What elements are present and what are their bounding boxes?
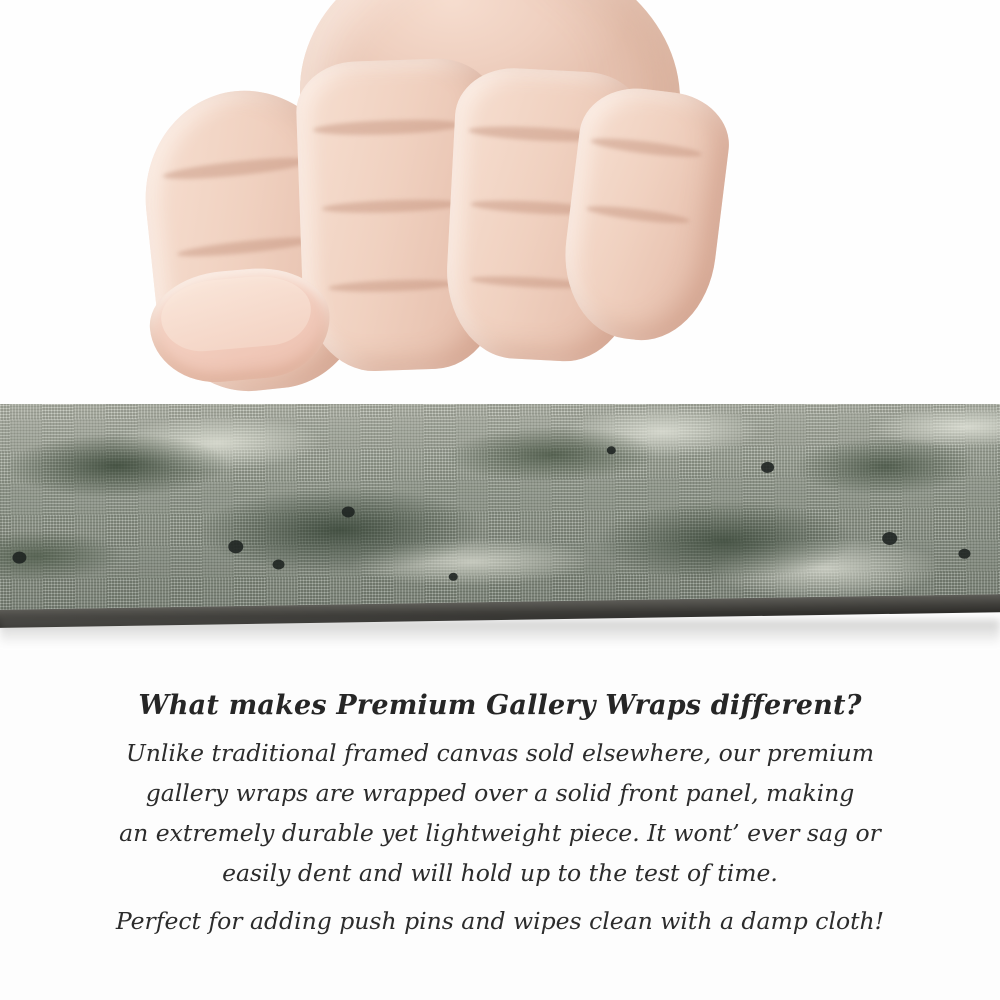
caption-line-2: gallery wraps are wrapped over a solid front panel, making [145,779,855,807]
caption-line-1: Unlike traditional framed canvas sold elsewhere, our premium [125,739,875,767]
canvas-drop-shadow [0,620,1000,646]
finger-pinky [555,82,734,348]
caption-line-3: an extremely durable yet lightweight piece. It wont’ ever sag or [119,819,881,847]
canvas-print-surface [0,404,1000,616]
caption-closing-line: Perfect for adding push pins and wipes clean with a damp cloth! [115,907,885,935]
hand-pressing-canvas [120,0,680,440]
caption-heading: What makes Premium Gallery Wraps different? [138,690,862,721]
gallery-wrap-canvas-edge [0,404,1000,634]
caption-block [0,690,1000,941]
caption-line-4: easily dent and will hold up to the test of time. [222,859,778,887]
